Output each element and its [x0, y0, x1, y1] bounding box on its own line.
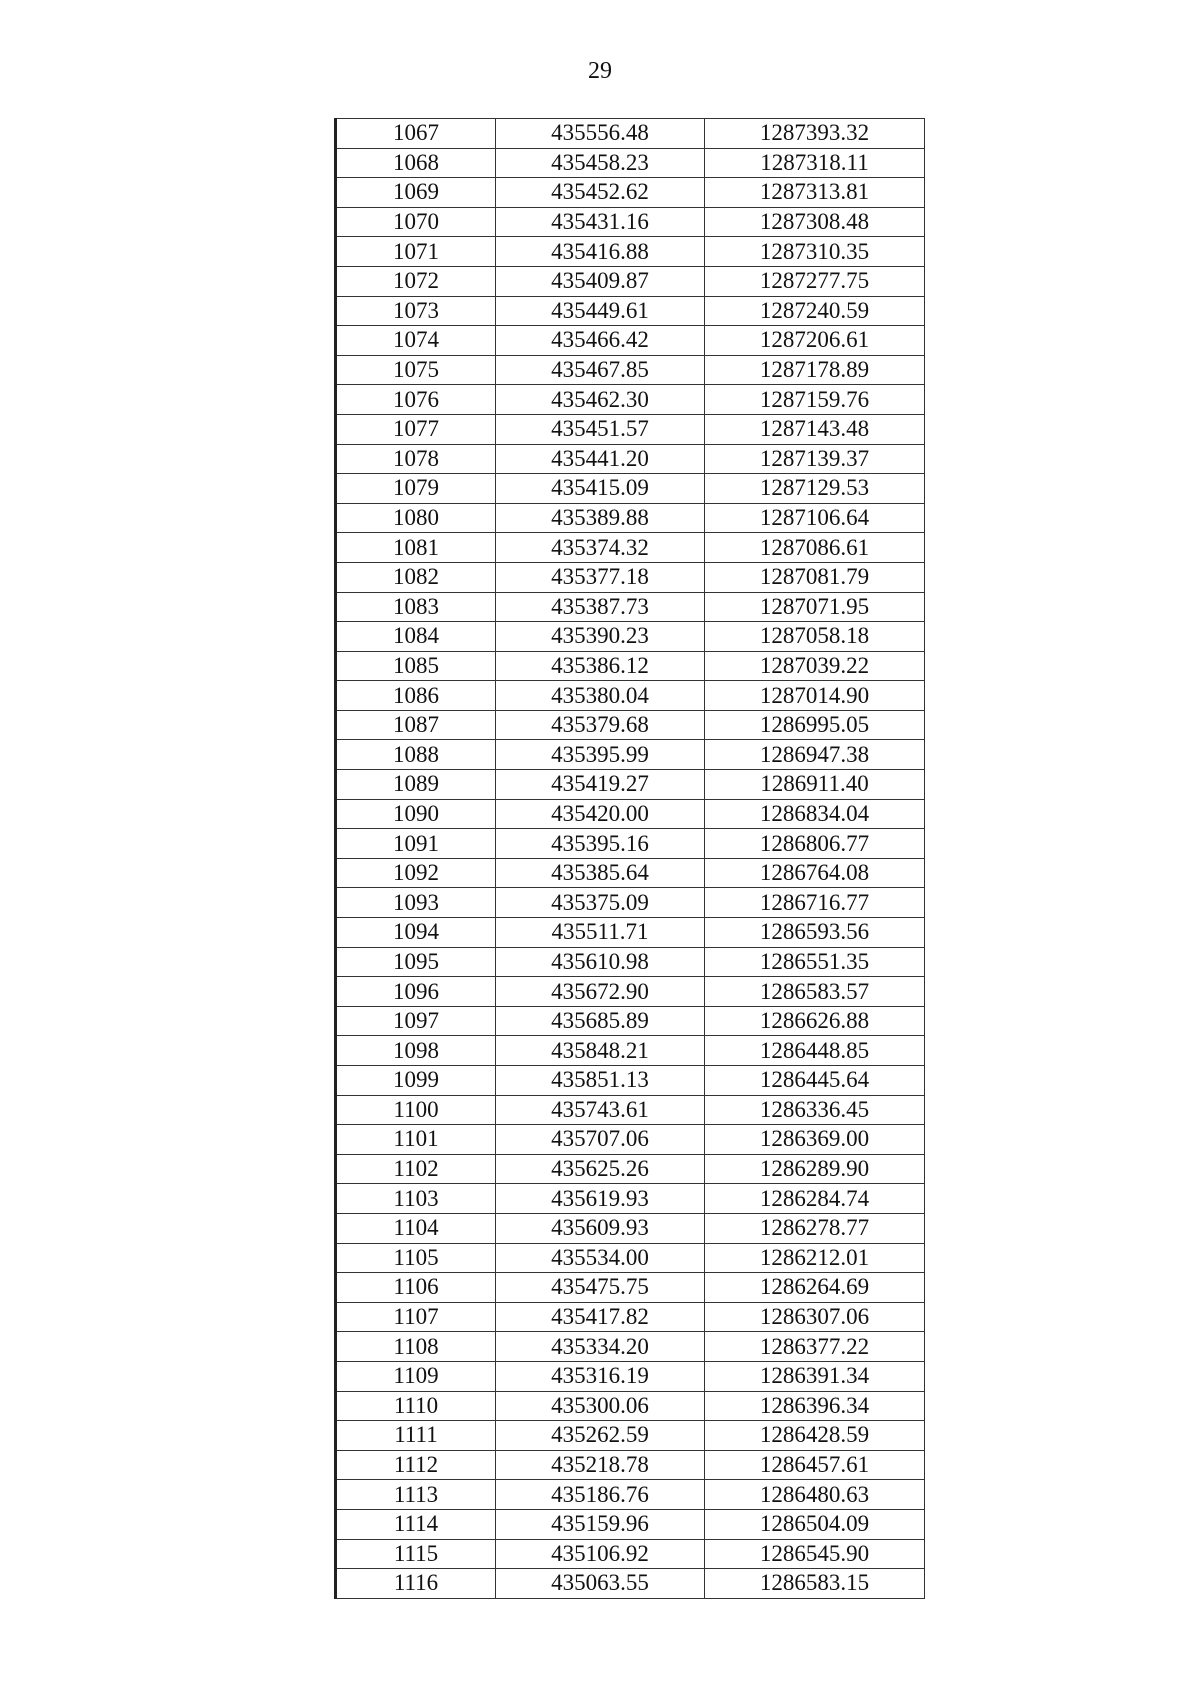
point-number-cell: 1078 — [336, 444, 496, 474]
point-number-cell: 1072 — [336, 266, 496, 296]
point-number-cell: 1106 — [336, 1273, 496, 1303]
table-row — [336, 1213, 925, 1243]
table-row — [336, 237, 925, 267]
x-coordinate-cell: 435334.20 — [496, 1332, 705, 1362]
table-row — [336, 888, 925, 918]
y-coordinate-cell: 1287129.53 — [705, 474, 925, 504]
table-row — [336, 1125, 925, 1155]
y-coordinate-cell: 1287081.79 — [705, 562, 925, 592]
point-number-cell: 1098 — [336, 1036, 496, 1066]
x-coordinate-cell: 435556.48 — [496, 119, 705, 149]
x-coordinate-cell: 435534.00 — [496, 1243, 705, 1273]
point-number-cell: 1096 — [336, 977, 496, 1007]
x-coordinate-cell: 435672.90 — [496, 977, 705, 1007]
x-coordinate-cell: 435420.00 — [496, 799, 705, 829]
y-coordinate-cell: 1286504.09 — [705, 1509, 925, 1539]
x-coordinate-cell: 435743.61 — [496, 1095, 705, 1125]
y-coordinate-cell: 1287159.76 — [705, 385, 925, 415]
x-coordinate-cell: 435377.18 — [496, 562, 705, 592]
point-number-cell: 1099 — [336, 1066, 496, 1096]
table-row — [336, 207, 925, 237]
x-coordinate-cell: 435186.76 — [496, 1480, 705, 1510]
x-coordinate-cell: 435417.82 — [496, 1302, 705, 1332]
x-coordinate-cell: 435851.13 — [496, 1066, 705, 1096]
y-coordinate-cell: 1287393.32 — [705, 119, 925, 149]
y-coordinate-cell: 1286428.59 — [705, 1421, 925, 1451]
point-number-cell: 1082 — [336, 562, 496, 592]
point-number-cell: 1091 — [336, 829, 496, 859]
y-coordinate-cell: 1286457.61 — [705, 1450, 925, 1480]
x-coordinate-cell: 435386.12 — [496, 651, 705, 681]
point-number-cell: 1074 — [336, 326, 496, 356]
table-row — [336, 1332, 925, 1362]
point-number-cell: 1094 — [336, 918, 496, 948]
table-row — [336, 622, 925, 652]
y-coordinate-cell: 1287014.90 — [705, 681, 925, 711]
table-row — [336, 355, 925, 385]
y-coordinate-cell: 1286445.64 — [705, 1066, 925, 1096]
table-row — [336, 1184, 925, 1214]
y-coordinate-cell: 1287139.37 — [705, 444, 925, 474]
x-coordinate-cell: 435848.21 — [496, 1036, 705, 1066]
table-row — [336, 651, 925, 681]
point-number-cell: 1071 — [336, 237, 496, 267]
point-number-cell: 1105 — [336, 1243, 496, 1273]
table-row — [336, 1450, 925, 1480]
y-coordinate-cell: 1286336.45 — [705, 1095, 925, 1125]
point-number-cell: 1111 — [336, 1421, 496, 1451]
x-coordinate-cell: 435475.75 — [496, 1273, 705, 1303]
y-coordinate-cell: 1286307.06 — [705, 1302, 925, 1332]
table-row — [336, 770, 925, 800]
point-number-cell: 1092 — [336, 858, 496, 888]
y-coordinate-cell: 1286716.77 — [705, 888, 925, 918]
x-coordinate-cell: 435416.88 — [496, 237, 705, 267]
table-row — [336, 178, 925, 208]
table-row — [336, 1569, 925, 1599]
point-number-cell: 1109 — [336, 1361, 496, 1391]
x-coordinate-cell: 435467.85 — [496, 355, 705, 385]
table-row — [336, 119, 925, 149]
y-coordinate-cell: 1286396.34 — [705, 1391, 925, 1421]
point-number-cell: 1089 — [336, 770, 496, 800]
table-row — [336, 266, 925, 296]
x-coordinate-cell: 435159.96 — [496, 1509, 705, 1539]
x-coordinate-cell: 435395.99 — [496, 740, 705, 770]
point-number-cell: 1095 — [336, 947, 496, 977]
y-coordinate-cell: 1286626.88 — [705, 1006, 925, 1036]
table-row — [336, 414, 925, 444]
point-number-cell: 1077 — [336, 414, 496, 444]
y-coordinate-cell: 1286593.56 — [705, 918, 925, 948]
y-coordinate-cell: 1286551.35 — [705, 947, 925, 977]
x-coordinate-cell: 435374.32 — [496, 533, 705, 563]
point-number-cell: 1114 — [336, 1509, 496, 1539]
point-number-cell: 1103 — [336, 1184, 496, 1214]
x-coordinate-cell: 435316.19 — [496, 1361, 705, 1391]
x-coordinate-cell: 435625.26 — [496, 1154, 705, 1184]
point-number-cell: 1104 — [336, 1213, 496, 1243]
x-coordinate-cell: 435449.61 — [496, 296, 705, 326]
table-row — [336, 1006, 925, 1036]
y-coordinate-cell: 1286212.01 — [705, 1243, 925, 1273]
table-row — [336, 1480, 925, 1510]
point-number-cell: 1081 — [336, 533, 496, 563]
table-row — [336, 592, 925, 622]
table-row — [336, 326, 925, 356]
table-row — [336, 710, 925, 740]
x-coordinate-cell: 435379.68 — [496, 710, 705, 740]
point-number-cell: 1113 — [336, 1480, 496, 1510]
x-coordinate-cell: 435385.64 — [496, 858, 705, 888]
coordinates-table — [334, 118, 925, 1599]
point-number-cell: 1083 — [336, 592, 496, 622]
table-row — [336, 474, 925, 504]
y-coordinate-cell: 1286278.77 — [705, 1213, 925, 1243]
x-coordinate-cell: 435458.23 — [496, 148, 705, 178]
table-row — [336, 977, 925, 1007]
point-number-cell: 1088 — [336, 740, 496, 770]
point-number-cell: 1116 — [336, 1569, 496, 1599]
point-number-cell: 1100 — [336, 1095, 496, 1125]
y-coordinate-cell: 1287071.95 — [705, 592, 925, 622]
x-coordinate-cell: 435300.06 — [496, 1391, 705, 1421]
table-row — [336, 296, 925, 326]
point-number-cell: 1097 — [336, 1006, 496, 1036]
y-coordinate-cell: 1286284.74 — [705, 1184, 925, 1214]
table-row — [336, 947, 925, 977]
x-coordinate-cell: 435466.42 — [496, 326, 705, 356]
table-row — [336, 1421, 925, 1451]
table-row — [336, 503, 925, 533]
table-row — [336, 533, 925, 563]
page-number: 29 — [588, 58, 612, 84]
y-coordinate-cell: 1286448.85 — [705, 1036, 925, 1066]
table-row — [336, 1539, 925, 1569]
point-number-cell: 1107 — [336, 1302, 496, 1332]
table-row — [336, 681, 925, 711]
x-coordinate-cell: 435390.23 — [496, 622, 705, 652]
x-coordinate-cell: 435063.55 — [496, 1569, 705, 1599]
point-number-cell: 1079 — [336, 474, 496, 504]
point-number-cell: 1101 — [336, 1125, 496, 1155]
table-row — [336, 1509, 925, 1539]
point-number-cell: 1086 — [336, 681, 496, 711]
point-number-cell: 1115 — [336, 1539, 496, 1569]
y-coordinate-cell: 1286911.40 — [705, 770, 925, 800]
table-row — [336, 148, 925, 178]
table-row — [336, 740, 925, 770]
y-coordinate-cell: 1286764.08 — [705, 858, 925, 888]
x-coordinate-cell: 435462.30 — [496, 385, 705, 415]
y-coordinate-cell: 1287318.11 — [705, 148, 925, 178]
table-row — [336, 444, 925, 474]
x-coordinate-cell: 435441.20 — [496, 444, 705, 474]
table-row — [336, 799, 925, 829]
point-number-cell: 1080 — [336, 503, 496, 533]
point-number-cell: 1084 — [336, 622, 496, 652]
x-coordinate-cell: 435619.93 — [496, 1184, 705, 1214]
table-row — [336, 858, 925, 888]
y-coordinate-cell: 1286545.90 — [705, 1539, 925, 1569]
table-row — [336, 829, 925, 859]
y-coordinate-cell: 1287240.59 — [705, 296, 925, 326]
y-coordinate-cell: 1286369.00 — [705, 1125, 925, 1155]
x-coordinate-cell: 435609.93 — [496, 1213, 705, 1243]
y-coordinate-cell: 1286806.77 — [705, 829, 925, 859]
y-coordinate-cell: 1286583.15 — [705, 1569, 925, 1599]
coordinates-table-body — [336, 119, 925, 1599]
y-coordinate-cell: 1287178.89 — [705, 355, 925, 385]
table-row — [336, 1066, 925, 1096]
y-coordinate-cell: 1286947.38 — [705, 740, 925, 770]
point-number-cell: 1070 — [336, 207, 496, 237]
point-number-cell: 1073 — [336, 296, 496, 326]
y-coordinate-cell: 1287058.18 — [705, 622, 925, 652]
y-coordinate-cell: 1286480.63 — [705, 1480, 925, 1510]
table-row — [336, 1154, 925, 1184]
table-row — [336, 1391, 925, 1421]
point-number-cell: 1069 — [336, 178, 496, 208]
point-number-cell: 1110 — [336, 1391, 496, 1421]
table-row — [336, 562, 925, 592]
x-coordinate-cell: 435707.06 — [496, 1125, 705, 1155]
x-coordinate-cell: 435375.09 — [496, 888, 705, 918]
y-coordinate-cell: 1287313.81 — [705, 178, 925, 208]
x-coordinate-cell: 435610.98 — [496, 947, 705, 977]
point-number-cell: 1075 — [336, 355, 496, 385]
table-row — [336, 1302, 925, 1332]
y-coordinate-cell: 1287106.64 — [705, 503, 925, 533]
x-coordinate-cell: 435387.73 — [496, 592, 705, 622]
point-number-cell: 1087 — [336, 710, 496, 740]
table-row — [336, 1243, 925, 1273]
y-coordinate-cell: 1287086.61 — [705, 533, 925, 563]
point-number-cell: 1085 — [336, 651, 496, 681]
point-number-cell: 1108 — [336, 1332, 496, 1362]
table-row — [336, 1036, 925, 1066]
point-number-cell: 1102 — [336, 1154, 496, 1184]
y-coordinate-cell: 1286289.90 — [705, 1154, 925, 1184]
y-coordinate-cell: 1286264.69 — [705, 1273, 925, 1303]
y-coordinate-cell: 1287308.48 — [705, 207, 925, 237]
point-number-cell: 1068 — [336, 148, 496, 178]
x-coordinate-cell: 435380.04 — [496, 681, 705, 711]
table-row — [336, 1273, 925, 1303]
y-coordinate-cell: 1287039.22 — [705, 651, 925, 681]
y-coordinate-cell: 1287206.61 — [705, 326, 925, 356]
point-number-cell: 1076 — [336, 385, 496, 415]
x-coordinate-cell: 435431.16 — [496, 207, 705, 237]
x-coordinate-cell: 435415.09 — [496, 474, 705, 504]
x-coordinate-cell: 435389.88 — [496, 503, 705, 533]
point-number-cell: 1112 — [336, 1450, 496, 1480]
point-number-cell: 1090 — [336, 799, 496, 829]
x-coordinate-cell: 435511.71 — [496, 918, 705, 948]
y-coordinate-cell: 1286995.05 — [705, 710, 925, 740]
y-coordinate-cell: 1286583.57 — [705, 977, 925, 1007]
x-coordinate-cell: 435409.87 — [496, 266, 705, 296]
y-coordinate-cell: 1287310.35 — [705, 237, 925, 267]
y-coordinate-cell: 1286834.04 — [705, 799, 925, 829]
y-coordinate-cell: 1286391.34 — [705, 1361, 925, 1391]
x-coordinate-cell: 435452.62 — [496, 178, 705, 208]
table-row — [336, 1361, 925, 1391]
y-coordinate-cell: 1287143.48 — [705, 414, 925, 444]
x-coordinate-cell: 435395.16 — [496, 829, 705, 859]
table-row — [336, 1095, 925, 1125]
x-coordinate-cell: 435106.92 — [496, 1539, 705, 1569]
table-row — [336, 385, 925, 415]
table-row — [336, 918, 925, 948]
x-coordinate-cell: 435419.27 — [496, 770, 705, 800]
y-coordinate-cell: 1286377.22 — [705, 1332, 925, 1362]
x-coordinate-cell: 435451.57 — [496, 414, 705, 444]
x-coordinate-cell: 435262.59 — [496, 1421, 705, 1451]
point-number-cell: 1067 — [336, 119, 496, 149]
x-coordinate-cell: 435218.78 — [496, 1450, 705, 1480]
point-number-cell: 1093 — [336, 888, 496, 918]
x-coordinate-cell: 435685.89 — [496, 1006, 705, 1036]
y-coordinate-cell: 1287277.75 — [705, 266, 925, 296]
